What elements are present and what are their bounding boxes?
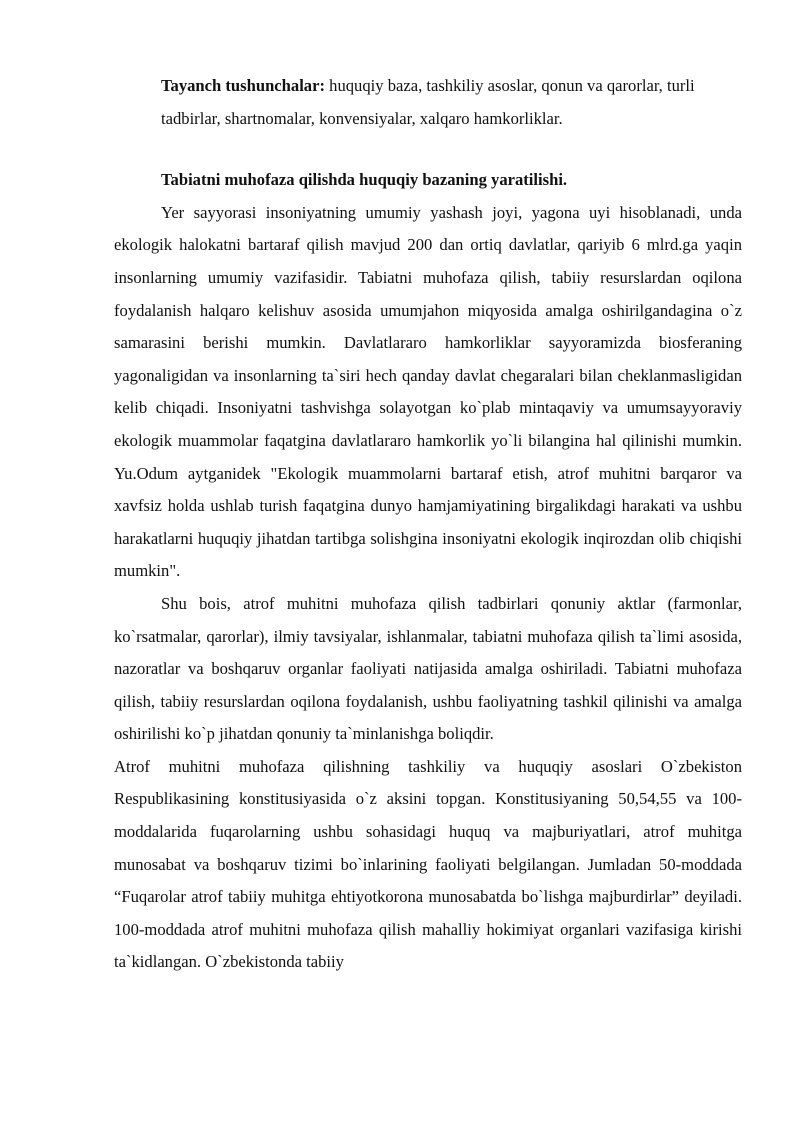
- paragraph-1: Yer sayyorasi insoniyatning umumiy yashash joyi, yagona uyi hisoblanadi, unda ekologik halokatni bartaraf qilish mavjud 200 dan ortiq davlatlar, qariyib 6 mlrd.ga yaqin insonlarning umumiy vazifasidir. Tabiatni muhofaza qilish, tabiiy resurslardan oqilona foydalanish halqaro kelishuv asosida umumjahon miqyosida amalga oshirilgandagina o`z samarasini berishi mumkin. Davlatlararo hamkorliklar sayyoramizda biosferaning yagonaligidan va insonlarning ta`siri hech qanday davlat chegaralari bilan cheklanmasligidan kelib chiqadi. Insoniyatni tashvishga solayotgan ko`plab mintaqaviy va umumsayyoraviy ekologik muammolar faqatgina davlatlararo hamkorlik yo`li bilangina hal qilinishi mumkin. Yu.Odum aytganidek "Ekologik muammolarni bartaraf etish, atrof muhitni barqaror va xavfsiz holda ushlab turish faqatgina dunyo hamjamiyatining birgalikdagi harakati va ushbu harakatlarni huquqiy jihatdan tartibga solishgina insoniyatni ekologik inqirozdan olib chiqishi mumkin".: [114, 202, 742, 581]
- keywords-line: [114, 70, 742, 135]
- keywords-text: huquqiy baza, tashkiliy asoslar, qonun va qarorlar, turli tadbirlar, shartnomalar, konvensiyalar, xalqaro hamkorliklar.: [161, 76, 695, 128]
- paragraph-3: Atrof muhitni muhofaza qilishning tashkiliy va huquqiy asoslari O`zbekiston Respublikasining konstitusiyasida o`z aksini topgan. Konstitusiyaning 50,54,55 va 100-moddalarida fuqarolarning ushbu sohasidagi huquq va majburiyatlari, atrof muhitga munosabat va boshqaruv tizimi bo`inlarining faoliyati belgilangan. Jumladan 50-moddada “Fuqarolar atrof tabiiy muhitga ehtiyotkorona munosabatda bo`lishga majburdirlar” deyiladi. 100-moddada atrof muhitni muhofaza qilish mahalliy hokimiyat organlari vazifasiga kirishi ta`kidlangan. O`zbekistonda tabiiy: [114, 756, 742, 972]
- keywords-label: Tayanch tushunchalar:: [161, 76, 325, 95]
- spacer: [114, 135, 742, 164]
- section-title: Tabiatni muhofaza qilishda huquqiy bazaning yaratilishi.: [161, 170, 568, 190]
- document-page: [114, 70, 742, 979]
- paragraph-2: Shu bois, atrof muhitni muhofaza qilish tadbirlari qonuniy aktlar (farmonlar, ko`rsatmalar, qarorlar), ilmiy tavsiyalar, ishlanmalar, tabiatni muhofaza qilish ta`limi asosida, nazoratlar va boshqaruv organlar faoliyati natijasida amalga oshiriladi. Tabiatni muhofaza qilish, tabiiy resurslardan oqilona foydalanish, ushbu faoliyatning tashkil qilinishi va amalga oshirilishi ko`p jihatdan qonuniy ta`minlanishga boliqdir.: [114, 593, 742, 744]
